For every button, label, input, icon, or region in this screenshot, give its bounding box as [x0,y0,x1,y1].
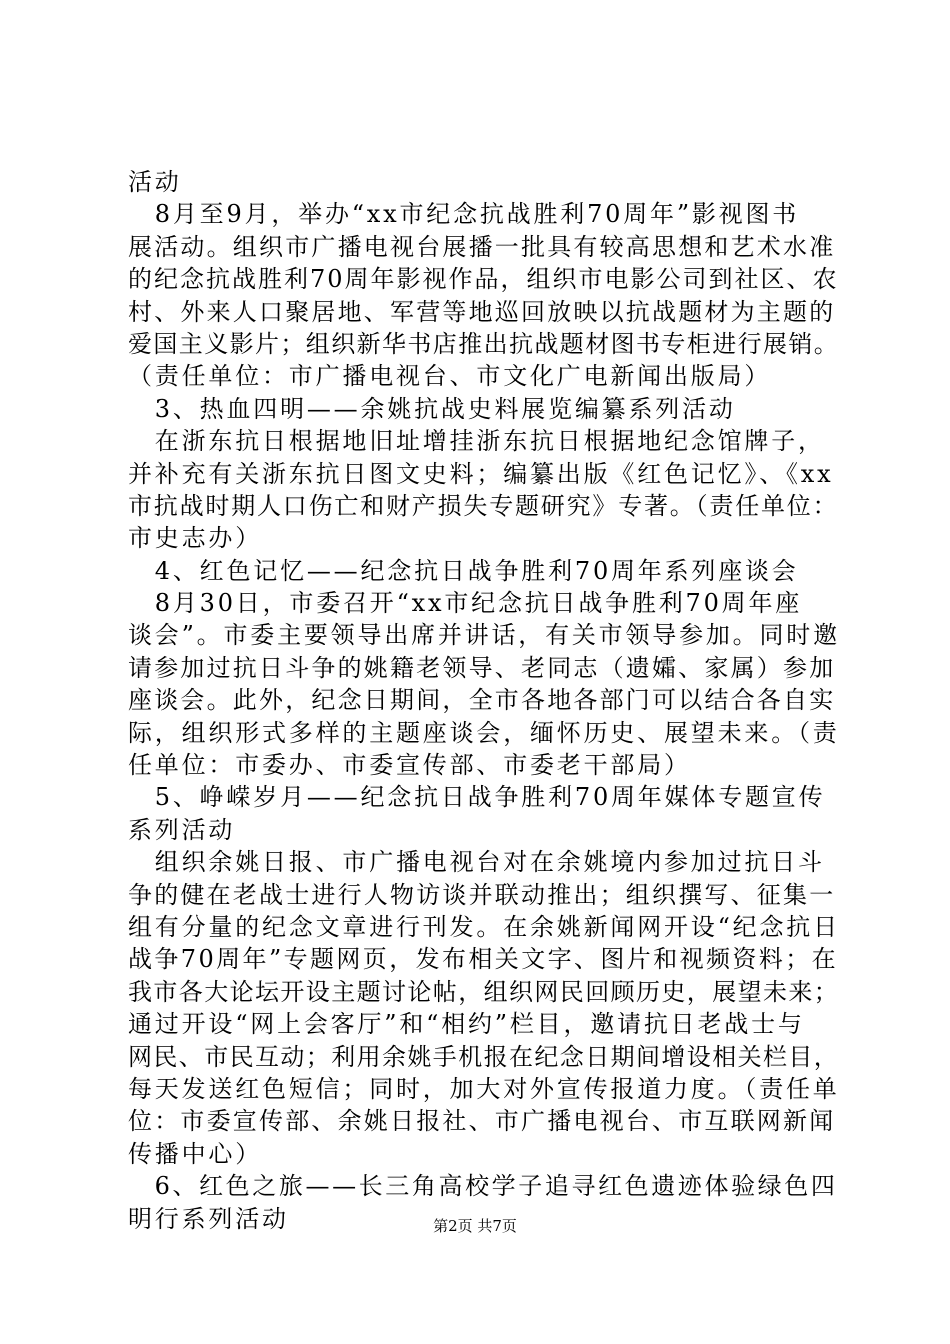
text-line: 展活动。组织市广播电视台展播一批具有较高思想和艺术水准 [128,232,836,261]
text-line: 的纪念抗战胜利70周年影视作品，组织市电影公司到社区、农 [128,265,839,294]
text-line: 爱国主义影片；组织新华书店推出抗战题材图书专柜进行展销。 [128,329,840,358]
page-footer: 第2页 共7页 [433,1217,517,1235]
text-line: 位：市委宣传部、余姚日报社、市广播电视台、市互联网新闻 [128,1107,836,1136]
text-line: 系列活动 [128,815,236,844]
text-line: 每天发送红色短信；同时，加大对外宣传报道力度。（责任单 [128,1074,840,1103]
text-line: 4、红色记忆——纪念抗日战争胜利70周年系列座谈会 [128,556,799,585]
text-line: 请参加过抗日斗争的姚籍老领导、老同志（遗孀、家属）参加 [128,653,836,682]
text-line: 5、峥嵘岁月——纪念抗日战争胜利70周年媒体专题宣传 [128,783,826,812]
text-line: 明行系列活动 [128,1204,289,1233]
text-line: 传播中心） [128,1139,262,1168]
text-line: 3、热血四明——余姚抗战史料展览编纂系列活动 [128,394,736,423]
text-line: 8月30日，市委召开“xx市纪念抗日战争胜利70周年座 [128,589,803,618]
text-line: 村、外来人口聚居地、军营等地巡回放映以抗战题材为主题的 [128,297,836,326]
text-line: 争的健在老战士进行人物访谈并联动推出；组织撰写、征集一 [128,880,836,909]
text-line: 组织余姚日报、市广播电视台对在余姚境内参加过抗日斗 [128,848,825,877]
text-line: 座谈会。此外，纪念日期间，全市各地各部门可以结合各自实 [128,686,836,715]
document-body [128,166,840,1235]
text-line: 6、红色之旅——长三角高校学子追寻红色遗迹体验绿色四 [128,1172,838,1201]
text-line: 组有分量的纪念文章进行刊发。在余姚新闻网开设“纪念抗日 [128,912,840,941]
text-line: 在浙东抗日根据地旧址增挂浙东抗日根据地纪念馆牌子， [128,427,825,456]
text-line: 我市各大论坛开设主题讨论帖，组织网民回顾历史，展望未来； [128,977,840,1006]
text-line: 市史志办） [128,524,262,553]
text-line: 市抗战时期人口伤亡和财产损失专题研究》专著。（责任单位： [128,491,839,520]
text-line: 通过开设“网上会客厅”和“相约”栏目，邀请抗日老战士与 [128,1010,805,1039]
text-line: 战争70周年”专题网页，发布相关文字、图片和视频资料；在 [128,945,839,974]
text-line: 活动 [128,168,182,196]
text-line: 网民、市民互动；利用余姚手机报在纪念日期间增设相关栏目， [128,1042,840,1071]
text-line: 8月至9月，举办“xx市纪念抗战胜利70周年”影视图书 [128,200,800,229]
text-line: （责任单位：市广播电视台、市文化广电新闻出版局） [128,362,772,391]
text-line: 并补充有关浙东抗日图文史料；编纂出版《红色记忆》、《xx [128,459,834,488]
text-line: 任单位：市委办、市委宣传部、市委老干部局） [128,751,691,780]
text-line: 谈会”。市委主要领导出席并讲话，有关市领导参加。同时邀 [128,621,840,650]
text-line: 际，组织形式多样的主题座谈会，缅怀历史、展望未来。（责 [128,718,840,747]
